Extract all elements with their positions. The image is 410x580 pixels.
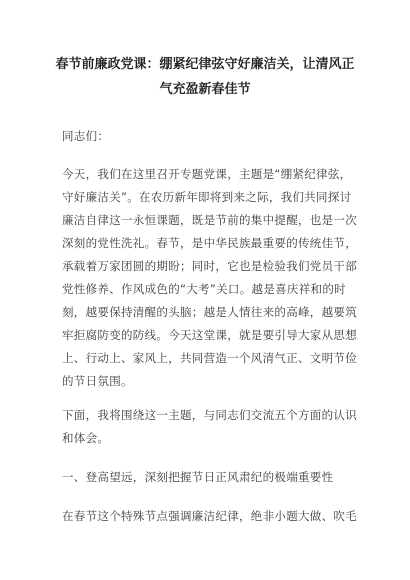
paragraph-2-line: 下面，我将围绕这一主题，与同志们交流五个方面的认识 — [62, 408, 357, 422]
paragraph-1-line: 上、行动上、家风上，共同营造一个风清气正、文明节俭 — [62, 351, 357, 365]
paragraph-1-line: 党性修养、作风成色的“大考”关口。越是喜庆祥和的时 — [62, 282, 346, 296]
greeting: 同志们： — [62, 129, 110, 143]
paragraph-1-line: 牢拒腐防变的防线。今天这堂课，就是要引导大家从思想 — [62, 328, 357, 342]
paragraph-1-line: 今天，我们在这里召开专题党课，主题是“绷紧纪律弦， — [62, 167, 352, 181]
paragraph-1-line: 刻，越要保持清醒的头脑；越是人情往来的高峰，越要筑 — [62, 305, 357, 319]
paragraph-1-line: 廉洁自律这一永恒课题，既是节前的集中提醒，也是一次 — [62, 213, 357, 227]
paragraph-3-line: 在春节这个特殊节点强调廉洁纪律，绝非小题大做、吹毛 — [62, 509, 357, 523]
paragraph-1-line: 深刻的党性洗礼。春节，是中华民族最重要的传统佳节， — [62, 236, 357, 250]
paragraph-1-line: 承载着万家团圆的期盼；同时，它也是检验我们党员干部 — [62, 259, 357, 273]
document-title-line-1: 春节前廉政党课：绷紧纪律弦守好廉洁关，让清风正 — [55, 57, 355, 72]
paragraph-1-line: 的节日氛围。 — [62, 374, 133, 388]
paragraph-1-line: 守好廉洁关”。在农历新年即将到来之际，我们共同探讨 — [62, 190, 352, 204]
document-title-line-2: 气充盈新春佳节 — [159, 82, 251, 97]
section-heading-1: 一、登高望远，深刻把握节日正风肃纪的极端重要性 — [62, 470, 334, 484]
paragraph-2-line: 和体会。 — [62, 431, 110, 445]
